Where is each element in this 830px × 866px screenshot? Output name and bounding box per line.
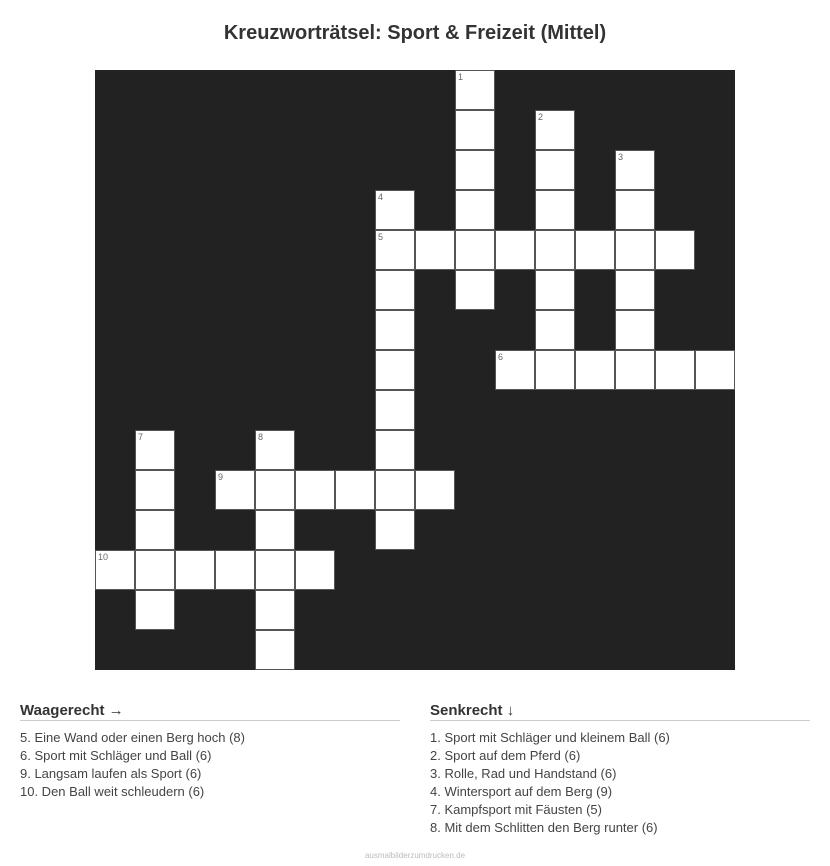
cell-number: 3 — [618, 152, 624, 162]
down-clue: 7. Kampfsport mit Fäusten (5) — [430, 802, 602, 817]
crossword-cell[interactable] — [535, 350, 575, 390]
cell-number: 8 — [258, 432, 264, 442]
page-title: Kreuzworträtsel: Sport & Freizeit (Mittel) — [223, 22, 607, 44]
crossword-cell[interactable] — [295, 550, 335, 590]
crossword-cell[interactable] — [575, 350, 615, 390]
down-heading: Senkrecht ↓ — [430, 702, 810, 721]
crossword-cell[interactable] — [255, 430, 295, 470]
down-clue-list — [430, 729, 810, 837]
crossword-cell[interactable] — [615, 230, 655, 270]
across-clue-list — [20, 729, 400, 801]
crossword-cell[interactable] — [375, 350, 415, 390]
footer-credit: ausmalbilderzumdrucken.de — [364, 851, 466, 860]
across-clue: 9. Langsam laufen als Sport (6) — [20, 766, 202, 781]
crossword-cell[interactable] — [535, 270, 575, 310]
crossword-cell[interactable] — [535, 310, 575, 350]
down-clue: 1. Sport mit Schläger und kleinem Ball (6) — [430, 730, 670, 745]
cell-number: 4 — [378, 192, 384, 202]
crossword-cell[interactable] — [375, 190, 415, 230]
across-clue: 6. Sport mit Schläger und Ball (6) — [20, 748, 212, 763]
cell-number: 7 — [138, 432, 144, 442]
crossword-cell[interactable] — [335, 470, 375, 510]
cell-number: 6 — [498, 352, 504, 362]
crossword-cell[interactable] — [135, 470, 175, 510]
crossword-cell[interactable] — [255, 550, 295, 590]
crossword-cell[interactable] — [615, 310, 655, 350]
down-clue: 4. Wintersport auf dem Berg (9) — [430, 784, 613, 799]
crossword-cell[interactable] — [215, 470, 255, 510]
crossword-cell[interactable] — [455, 270, 495, 310]
crossword-cell[interactable] — [455, 70, 495, 110]
crossword-cell[interactable] — [135, 510, 175, 550]
cell-number: 1 — [458, 72, 464, 82]
crossword-cell[interactable] — [415, 470, 455, 510]
crossword-cell[interactable] — [695, 350, 735, 390]
cell-number: 2 — [538, 112, 544, 122]
crossword-cell[interactable] — [415, 230, 455, 270]
crossword-cell[interactable] — [495, 230, 535, 270]
cell-number: 10 — [98, 552, 109, 562]
across-clue: 5. Eine Wand oder einen Berg hoch (8) — [20, 730, 245, 745]
crossword-cell[interactable] — [375, 510, 415, 550]
across-clue: 10. Den Ball weit schleudern (6) — [20, 784, 205, 799]
crossword-cell[interactable] — [295, 470, 335, 510]
crossword-cell[interactable] — [575, 230, 615, 270]
crossword-cell[interactable] — [135, 430, 175, 470]
crossword-grid — [95, 70, 735, 670]
crossword-cell[interactable] — [535, 230, 575, 270]
across-clues — [20, 702, 400, 801]
crossword-cell[interactable] — [375, 470, 415, 510]
crossword-cell[interactable] — [455, 110, 495, 150]
crossword-cell[interactable] — [375, 270, 415, 310]
crossword-cell[interactable] — [655, 230, 695, 270]
cell-number: 9 — [218, 472, 224, 482]
crossword-cell[interactable] — [255, 630, 295, 670]
down-clues — [430, 702, 810, 837]
down-clue: 8. Mit dem Schlitten den Berg runter (6) — [430, 820, 658, 835]
crossword-cell[interactable] — [535, 190, 575, 230]
crossword-cell[interactable] — [615, 270, 655, 310]
across-heading: Waagerecht → — [20, 702, 400, 721]
crossword-cell[interactable] — [455, 190, 495, 230]
crossword-cell[interactable] — [455, 230, 495, 270]
cell-number: 5 — [378, 232, 384, 242]
crossword-cell[interactable] — [375, 230, 415, 270]
crossword-cell[interactable] — [95, 550, 135, 590]
crossword-cell[interactable] — [175, 550, 215, 590]
crossword-cell[interactable] — [375, 390, 415, 430]
crossword-cell[interactable] — [615, 350, 655, 390]
crossword-cell[interactable] — [215, 550, 255, 590]
crossword-cell[interactable] — [255, 470, 295, 510]
down-clue: 3. Rolle, Rad und Handstand (6) — [430, 766, 617, 781]
down-clue: 2. Sport auf dem Pferd (6) — [430, 748, 581, 763]
crossword-cell[interactable] — [495, 350, 535, 390]
crossword-cell[interactable] — [615, 150, 655, 190]
crossword-cell[interactable] — [375, 430, 415, 470]
crossword-cell[interactable] — [535, 150, 575, 190]
crossword-cell[interactable] — [255, 510, 295, 550]
crossword-cell[interactable] — [255, 590, 295, 630]
crossword-cell[interactable] — [135, 590, 175, 630]
crossword-cell[interactable] — [375, 310, 415, 350]
crossword-cell[interactable] — [655, 350, 695, 390]
crossword-cell[interactable] — [535, 110, 575, 150]
crossword-cell[interactable] — [615, 190, 655, 230]
crossword-cell[interactable] — [135, 550, 175, 590]
crossword-cell[interactable] — [455, 150, 495, 190]
